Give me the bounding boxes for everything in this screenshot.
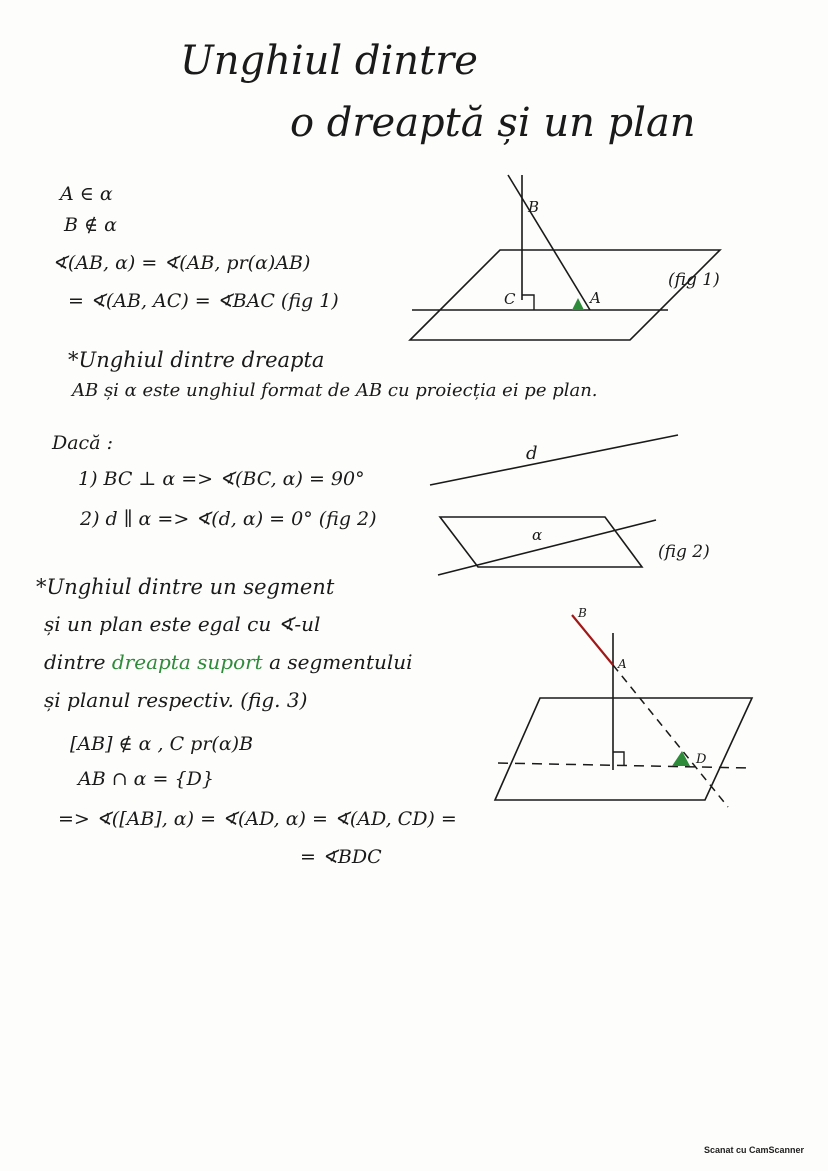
angle-mark-d [672,751,690,766]
s1-line-4: = ∢(AB, AC) = ∢BAC (fig 1) [68,290,339,312]
s3-line-1: [AB] ∉ α , C pr(α)B [70,733,254,755]
right-angle-mark-fig3 [613,752,624,765]
s3-line-3: => ∢([AB], α) = ∢(AD, α) = ∢(AD, CD) = [58,808,457,830]
s3-line-2: AB ∩ α = {D} [78,768,214,790]
definition2-green-term: dreapta suport [111,650,263,674]
label-b: B [528,198,540,216]
definition2-suffix: a segmentului [262,650,413,674]
definition2-prefix: dintre [44,650,112,674]
definition1-title: *Unghiul dintre dreapta [68,348,325,372]
s1-line-3: ∢(AB, α) = ∢(AB, pr(α)AB) [52,252,311,274]
label-d-fig3: D [696,752,707,767]
angle-mark-a [572,298,584,310]
title-line-2: o dreaptă și un plan [290,100,696,146]
plane-alpha-fig1 [410,250,720,340]
figure-3 [490,595,770,825]
s3-line-4: = ∢BDC [300,846,382,868]
label-b-fig3: B [578,606,587,620]
s1-line-1: A ∈ α [60,183,113,205]
daca-item-2: 2) d ∥ α => ∢(d, α) = 0° (fig 2) [80,508,377,530]
fig2-caption: (fig 2) [658,542,710,562]
line-d [430,435,678,485]
definition2-line-1: *Unghiul dintre un segment [36,575,335,599]
daca-item-1: 1) BC ⊥ α => ∢(BC, α) = 90° [78,468,365,490]
definition2-line-2: și un plan este egal cu ∢-ul [44,612,321,636]
fig1-caption: (fig 1) [668,270,720,290]
s1-line-2: B ∉ α [64,214,117,236]
line-ab [508,175,590,310]
title-line-1: Unghiul dintre [180,38,478,84]
definition2-line-4: și planul respectiv. (fig. 3) [44,688,308,712]
label-a: A [590,289,601,307]
line-ab-extension [613,665,728,807]
definition2-line-3 [44,650,413,674]
label-c: C [504,290,516,308]
plane-alpha-fig3 [495,698,752,800]
label-alpha: α [532,526,543,544]
label-a-fig3: A [618,657,627,671]
segment-ab [572,615,613,665]
figure-2 [420,425,750,585]
figure-1 [400,170,760,350]
definition1-text: AB și α este unghiul format de AB cu proiecția ei pe plan. [72,380,598,401]
daca-title: Dacă : [52,432,113,454]
scanner-footer: Scanat cu CamScanner [703,1145,804,1155]
right-angle-mark [522,295,534,310]
label-d: d [526,443,538,464]
